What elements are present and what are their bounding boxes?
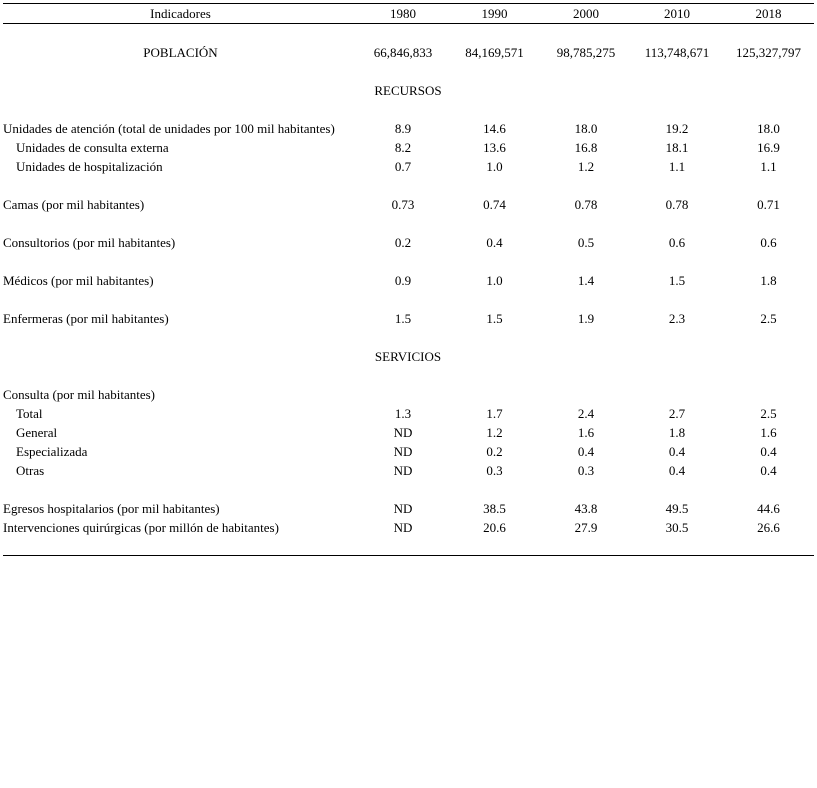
table-cell: 0.4: [760, 463, 777, 478]
row-label: Intervenciones quirúrgicas (por millón de habitantes): [3, 520, 279, 535]
table-cell: 16.9: [757, 140, 780, 155]
table-cell: 43.8: [574, 501, 598, 516]
row-label: Total: [16, 406, 43, 421]
table-cell: ND: [393, 501, 413, 516]
section-title: SERVICIOS: [374, 349, 442, 364]
table-cell: 1.8: [668, 425, 686, 440]
section-title: RECURSOS: [374, 83, 442, 98]
table-row: [3, 233, 814, 252]
row-label: Médicos (por mil habitantes): [3, 273, 154, 288]
table-cell: 2.7: [668, 406, 686, 421]
table-cell: 18.0: [574, 121, 598, 136]
table-cell: 0.78: [665, 197, 689, 212]
table-cell: 0.4: [486, 235, 503, 250]
table-cell: 0.74: [483, 197, 506, 212]
table-row: [3, 404, 814, 423]
table-cell: 84,169,571: [465, 45, 524, 60]
table-cell: 20.6: [483, 520, 506, 535]
row-label: Unidades de hospitalización: [16, 159, 163, 174]
table-cell: 66,846,833: [373, 45, 433, 60]
row-label: General: [16, 425, 58, 440]
table-cell: 1.5: [668, 273, 686, 288]
table-row: [3, 518, 814, 537]
table-cell: 2.4: [577, 406, 595, 421]
table-cell: 0.2: [394, 235, 412, 250]
table-cell: 1.2: [577, 159, 595, 174]
table-cell: 2.5: [760, 311, 777, 326]
table-row: [3, 499, 814, 518]
table-row: [3, 157, 814, 176]
table-row: [3, 385, 814, 404]
header-year-2010: 2010: [664, 6, 690, 21]
table-cell: 1.0: [486, 159, 503, 174]
header-year-1990: 1990: [481, 6, 508, 21]
table-cell: 0.4: [668, 444, 686, 459]
table-cell: 1.4: [577, 273, 595, 288]
table-cell: ND: [393, 425, 413, 440]
table-cell: 0.3: [577, 463, 595, 478]
table-cell: 1.3: [394, 406, 412, 421]
table-cell: 1.6: [760, 425, 777, 440]
table-cell: 8.9: [394, 121, 412, 136]
table-cell: 0.4: [668, 463, 686, 478]
table-row: [3, 461, 814, 480]
header-indicadores: Indicadores: [150, 6, 211, 21]
poblacion-label: POBLACIÓN: [143, 45, 218, 60]
row-label: Especializada: [16, 444, 88, 459]
table-cell: 0.7: [394, 159, 412, 174]
table-cell: 1.1: [668, 159, 686, 174]
table-cell: 1.9: [577, 311, 595, 326]
row-label: Unidades de consulta externa: [16, 140, 169, 155]
table-cell: 1.2: [486, 425, 503, 440]
table-cell: 2.3: [668, 311, 686, 326]
table-row: [3, 271, 814, 290]
table-cell: 1.0: [486, 273, 503, 288]
table-cell: ND: [393, 463, 413, 478]
table-cell: 113,748,671: [644, 45, 710, 60]
table-cell: 1.7: [486, 406, 503, 421]
table-cell: 125,327,797: [736, 45, 801, 60]
table-cell: 1.5: [486, 311, 503, 326]
section-heading-recursos: [3, 81, 814, 100]
table-cell: 0.4: [577, 444, 595, 459]
table-cell: 0.6: [760, 235, 777, 250]
table-cell: ND: [393, 444, 413, 459]
table-cell: 18.1: [665, 140, 689, 155]
table-header-row: [3, 4, 814, 23]
table-row: [3, 423, 814, 442]
table-row: [3, 442, 814, 461]
table-header-rule: [3, 23, 814, 24]
table-cell: 98,785,275: [556, 45, 616, 60]
header-year-2000: 2000: [573, 6, 599, 21]
section-heading-servicios: [3, 347, 814, 366]
table-cell: 2.5: [760, 406, 777, 421]
table-cell: 0.4: [760, 444, 777, 459]
table-cell: 1.1: [760, 159, 777, 174]
table-bottom-rule: [3, 555, 814, 556]
row-label: Egresos hospitalarios (por mil habitantes): [3, 501, 220, 516]
table-cell: 30.5: [665, 520, 689, 535]
table-top-rule: [3, 3, 814, 4]
header-year-2018: 2018: [755, 6, 782, 21]
table-cell: 0.9: [394, 273, 412, 288]
table-row: [3, 195, 814, 214]
table-row: [3, 138, 814, 157]
table-row: [3, 119, 814, 138]
table-cell: 14.6: [483, 121, 506, 136]
row-label: Unidades de atención (total de unidades por 100 mil habitantes): [3, 121, 335, 136]
table-cell: 26.6: [757, 520, 780, 535]
table-row-poblacion: [3, 43, 814, 62]
table-cell: 0.3: [486, 463, 503, 478]
table-cell: 44.6: [757, 501, 780, 516]
table-cell: ND: [393, 520, 413, 535]
row-label: Enfermeras (por mil habitantes): [3, 311, 169, 326]
table-cell: 16.8: [574, 140, 598, 155]
table-cell: 8.2: [394, 140, 412, 155]
table-cell: 0.78: [574, 197, 598, 212]
row-label: Consultorios (por mil habitantes): [3, 235, 176, 250]
table-cell: 18.0: [757, 121, 780, 136]
row-label: Camas (por mil habitantes): [3, 197, 145, 212]
table-cell: 19.2: [665, 121, 689, 136]
header-year-1980: 1980: [390, 6, 416, 21]
table-cell: 0.5: [577, 235, 595, 250]
table-cell: 0.6: [668, 235, 686, 250]
table-cell: 1.5: [394, 311, 412, 326]
table-row: [3, 309, 814, 328]
row-label: Consulta (por mil habitantes): [3, 387, 156, 402]
table-cell: 38.5: [483, 501, 506, 516]
row-label: Otras: [16, 463, 45, 478]
table-cell: 13.6: [483, 140, 506, 155]
table-cell: 1.8: [760, 273, 777, 288]
table-cell: 0.71: [757, 197, 780, 212]
table-cell: 0.2: [486, 444, 503, 459]
table-cell: 49.5: [665, 501, 689, 516]
table-cell: 1.6: [577, 425, 595, 440]
table-cell: 0.73: [391, 197, 415, 212]
table-cell: 27.9: [574, 520, 598, 535]
